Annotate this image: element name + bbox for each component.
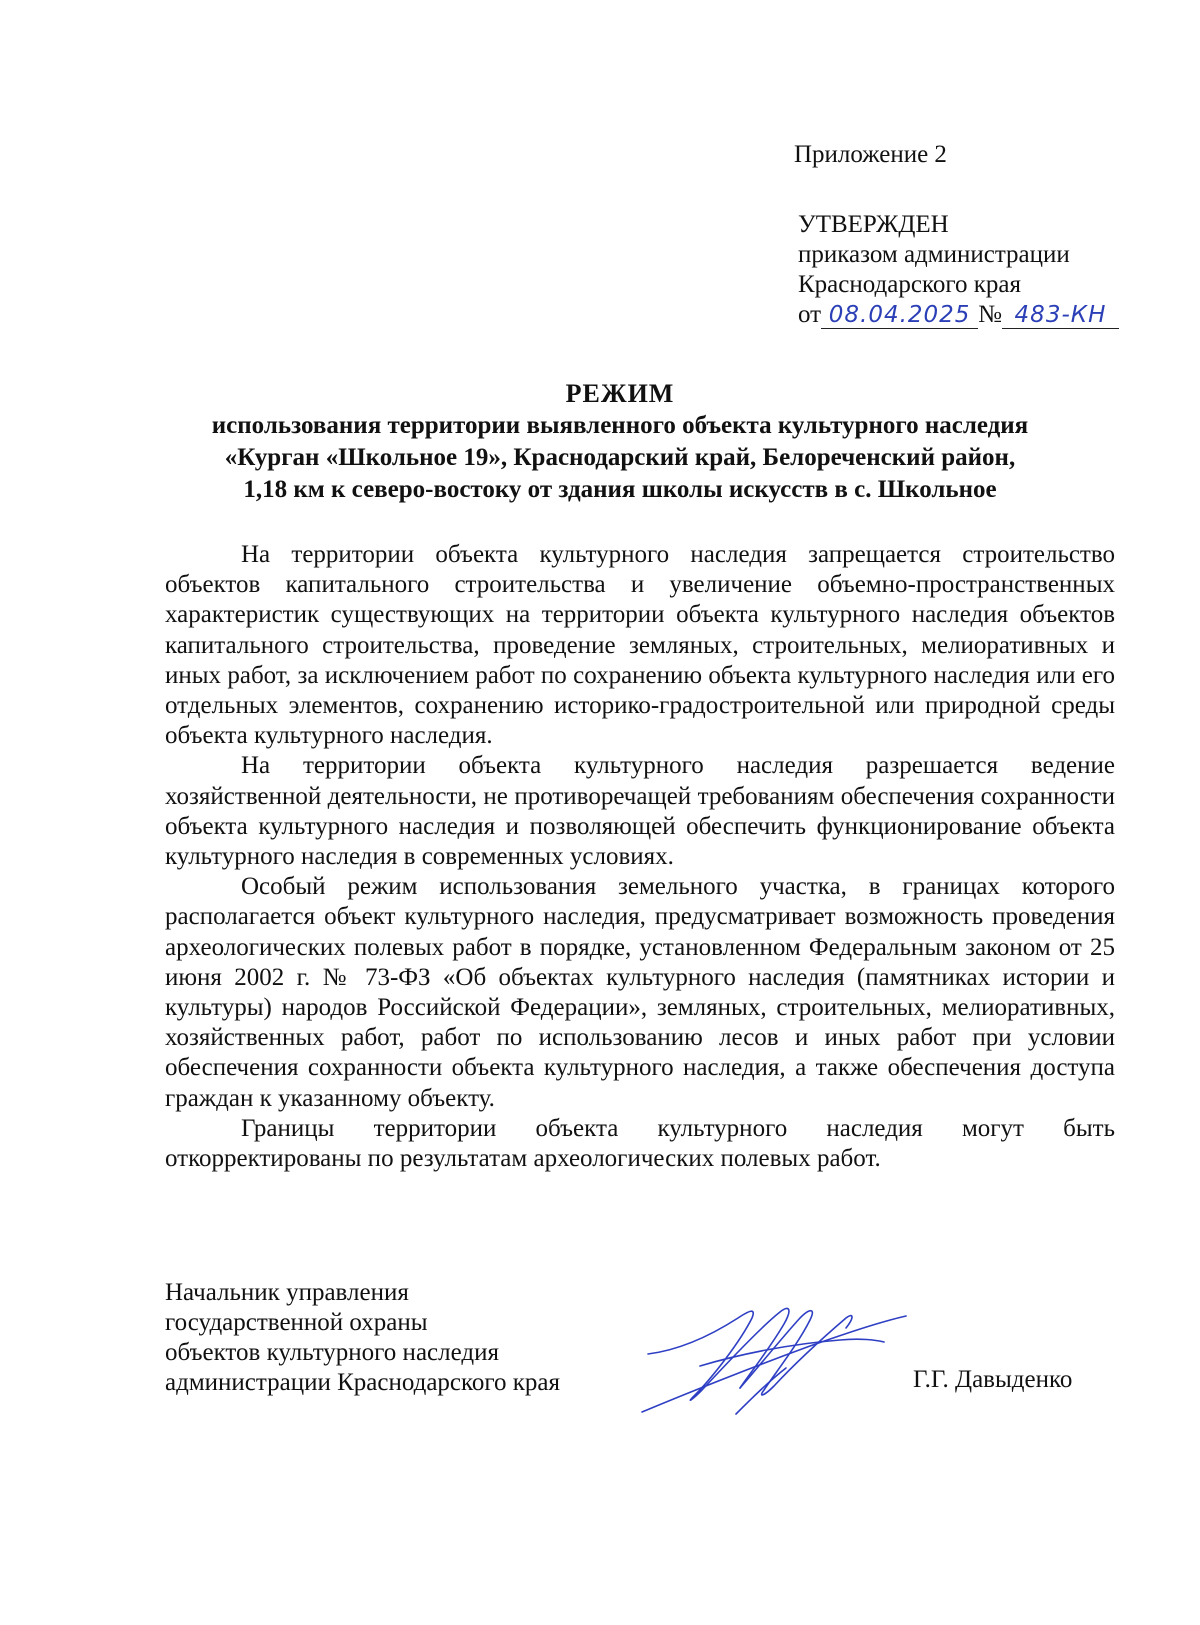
handwritten-signature — [640, 1296, 910, 1421]
title-line-2: «Курган «Школьное 19», Краснодарский край, Белореченский район, — [224, 444, 1016, 471]
signature-stroke-3 — [642, 1316, 906, 1412]
approval-stamp-block — [798, 210, 1178, 330]
order-date-line — [798, 300, 1178, 330]
paragraph-permitted-activity: На территории объекта культурного наследия разрешается ведение хозяйственной деятельности, не противоречащей требованиям обеспечения сохранности объекта культурного наследия и позволяющей обеспечить функционирование объекта культурного наследия в современных условиях. — [165, 752, 1115, 871]
paragraph-prohibitions: На территории объекта культурного наследия запрещается строительство объектов капитального строительства и увеличение объемно-пространственных характеристик существующих на территории объекта культурного наследия объектов капитального строительства, проведение земляных, строительных, мелиоративных и иных работ, за исключением работ по сохранению объекта культурного наследия или его отдельных элементов, сохранению историко-градостроительной или природной среды объекта культурного наследия. — [165, 541, 1115, 750]
approved-by-line-1: приказом администрации — [798, 241, 1070, 268]
date-prefix: от — [798, 301, 822, 328]
paragraph-boundaries: Границы территории объекта культурного наследия могут быть откорректированы по результатам археологических полевых работ. — [165, 1114, 1115, 1173]
signer-name: Г.Г. Давыденко — [913, 1366, 1073, 1393]
document-body — [165, 540, 1115, 1174]
paragraph-special-regime: Особый режим использования земельного участка, в границах которого располагается объект культурного наследия, предусматривает возможность проведения археологических полевых работ в порядке, установленном Федеральным законом от 25 июня 2002 г. № 73-ФЗ «Об объектах культурного наследия (памятниках истории и культуры) народов Российской Федерации», земляных, строительных, мелиоративных, хозяйственных работ, работ по использованию лесов и иных работ при условии обеспечения сохранности объекта культурного наследия, а также обеспечения доступа граждан к указанному объекту. — [165, 873, 1115, 1112]
order-date-value: 08.04.2025 — [821, 302, 978, 329]
position-line-4: администрации Краснодарского края — [165, 1369, 561, 1396]
position-line-2: государственной охраны — [165, 1309, 428, 1336]
document-title — [160, 378, 1080, 506]
title-line-1: использования территории выявленного объекта культурного наследия — [211, 412, 1029, 439]
title-line-3: 1,18 км к северо-востоку от здания школы искусств в с. Школьное — [243, 476, 997, 503]
approved-by-line-2: Краснодарского края — [798, 271, 1021, 298]
title-main: РЕЖИМ — [565, 379, 675, 408]
signature-stroke-2 — [740, 1311, 852, 1395]
signatory-position — [165, 1278, 560, 1398]
signature-stroke-5 — [736, 1368, 786, 1414]
position-line-1: Начальник управления — [165, 1279, 409, 1306]
approved-heading: УТВЕРЖДЕН — [798, 211, 949, 238]
number-sign: № — [978, 301, 1002, 328]
position-line-3: объектов культурного наследия — [165, 1339, 499, 1366]
order-number-value: 483-КН — [1002, 302, 1119, 329]
appendix-label: Приложение 2 — [794, 141, 947, 168]
